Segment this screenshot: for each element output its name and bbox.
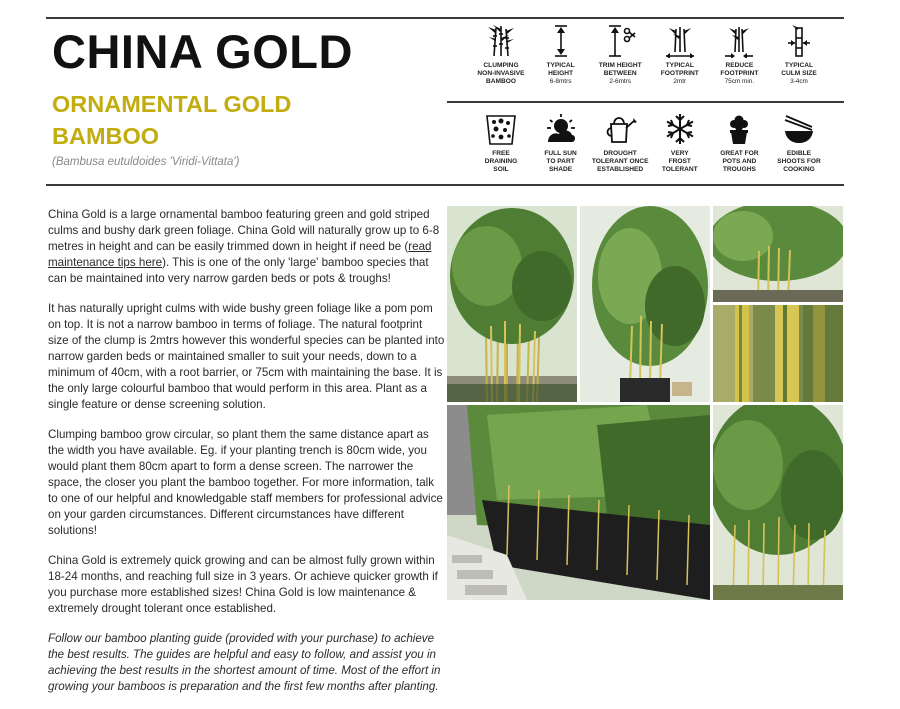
feature-sun-shade bbox=[532, 112, 590, 174]
description-text bbox=[48, 207, 446, 709]
reduce-footprint-icon bbox=[722, 24, 756, 58]
feature-icons-row-2 bbox=[472, 112, 828, 174]
footprint-icon bbox=[663, 24, 697, 58]
feature-draining-soil bbox=[472, 112, 530, 174]
planting-guide-note: Follow our bamboo planting guide (provided with your purchase) to achieve the best results. The guides are helpful and easy to follow, and assist you in achieving the best results in the shortest amount of time. Most of the effort in growing your bamboos is preparation and the first few months after planting. bbox=[48, 632, 441, 693]
feature-typical-height bbox=[532, 24, 590, 86]
maintenance-tips-link[interactable]: read maintenance tips here bbox=[48, 240, 432, 269]
feature-label: GREAT FOR POTS AND TROUGHS bbox=[720, 150, 759, 173]
product-title: CHINA GOLD bbox=[52, 25, 353, 78]
feature-label: FREE DRAINING SOIL bbox=[484, 150, 518, 173]
description-paragraph-3: Clumping bamboo grow circular, so plant them the same distance apart as the width you have available. Eg. if your planting trench is 80cm wide, you would plant them 80cm apart to form a dense screen. The narrower the space, the closer you plant the bamboo together. For more information, talk to one of our helpful and knowledgable staff members for professional advice on your garden circumstances. Different circumstances have different solutions! bbox=[48, 428, 443, 537]
feature-icons-row-1 bbox=[472, 24, 828, 86]
bowl-chopsticks-icon bbox=[782, 112, 816, 146]
photo-bamboo-hedge-troughs bbox=[447, 405, 710, 600]
photo-bamboo-clump bbox=[447, 206, 577, 402]
botanical-name: (Bambusa eutuldoides 'Viridi-Vittata') bbox=[52, 156, 240, 168]
height-arrow-icon bbox=[544, 24, 578, 58]
feature-label: DROUGHT TOLERANT ONCE ESTABLISHED bbox=[591, 150, 649, 173]
feature-label: EDIBLE SHOOTS FOR COOKING bbox=[777, 150, 821, 173]
feature-pots-troughs bbox=[710, 112, 768, 174]
paragraph-text: ). This is one of the only 'large' bamboo species that can be maintained into very narrow garden beds or pots & troughs! bbox=[48, 256, 429, 285]
sun-shade-icon bbox=[544, 112, 578, 146]
description-paragraph-2: It has naturally upright culms with wide bushy green foliage like a pom pom on top. It is not a narrow bamboo in terms of foliage. The natural footprint size of the clump is 2mtrs however this wonderful species can be planted into narrow garden beds or maintained smaller to suit your needs, down to a minimum of 40cm, with a root barrier, or 75cm with maintaining the base. It is the only large colourful bamboo that would perform in this area. Plant as a single feature or dense screening solution. bbox=[48, 302, 445, 411]
feature-label: TYPICAL HEIGHT bbox=[546, 62, 575, 77]
photo-bamboo-nursery bbox=[580, 206, 710, 402]
feature-value: 2-6mtrs bbox=[609, 78, 632, 85]
culm-size-icon bbox=[782, 24, 816, 58]
photo-bamboo-screen bbox=[713, 405, 843, 600]
draining-soil-icon bbox=[484, 112, 518, 146]
pot-plant-icon bbox=[722, 112, 756, 146]
feature-value: 3-4cm bbox=[790, 78, 808, 85]
icon-divider-rule bbox=[447, 101, 844, 103]
subtitle-line-1: ORNAMENTAL GOLD bbox=[52, 91, 292, 117]
feature-typical-footprint bbox=[651, 24, 709, 86]
feature-label: VERY FROST TOLERANT bbox=[661, 150, 698, 173]
subtitle-line-2: BAMBOO bbox=[52, 123, 160, 149]
feature-label: REDUCE FOOTPRINT bbox=[720, 62, 759, 77]
snowflake-icon bbox=[663, 112, 697, 146]
description-paragraph-1 bbox=[48, 207, 446, 287]
product-subtitle bbox=[52, 88, 352, 152]
top-rule bbox=[46, 17, 844, 19]
feature-culm-size bbox=[770, 24, 828, 86]
description-paragraph-4: China Gold is extremely quick growing and can be almost fully grown within 18-24 months, and reaching full size in 3 years. Or achieve quicker growth if you purchase more established sizes! China Gold is low maintenance & extremely drought tolerant once established. bbox=[48, 554, 438, 615]
feature-frost-tolerant bbox=[651, 112, 709, 174]
feature-trim-height bbox=[591, 24, 649, 86]
feature-drought-tolerant bbox=[591, 112, 649, 174]
feature-label: TYPICAL CULM SIZE bbox=[781, 62, 817, 77]
paragraph-text: China Gold is a large ornamental bamboo featuring green and gold striped culms and bushy dark green foliage. China Gold will naturally grow up to 6-8 metres in height and can be easily trimmed down in height if need be ( bbox=[48, 208, 440, 253]
feature-edible-shoots bbox=[770, 112, 828, 174]
feature-value: 75cm min. bbox=[724, 78, 755, 85]
bamboo-clump-icon bbox=[484, 24, 518, 58]
feature-label: TYPICAL FOOTPRINT bbox=[660, 62, 699, 77]
trim-height-icon bbox=[603, 24, 637, 58]
feature-label: FULL SUN TO PART SHADE bbox=[544, 150, 577, 173]
feature-clumping bbox=[472, 24, 530, 86]
header-bottom-rule bbox=[46, 184, 844, 186]
feature-label: TRIM HEIGHT BETWEEN bbox=[598, 62, 642, 77]
feature-value: 2mtr bbox=[673, 78, 687, 85]
photo-bamboo-garden bbox=[713, 206, 843, 302]
photo-bamboo-culms-closeup bbox=[713, 305, 843, 402]
feature-value: 6-8mtrs bbox=[549, 78, 572, 85]
feature-reduce-footprint bbox=[710, 24, 768, 86]
watering-can-icon bbox=[603, 112, 637, 146]
feature-label: CLUMPING NON-INVASIVE BAMBOO bbox=[477, 62, 525, 85]
